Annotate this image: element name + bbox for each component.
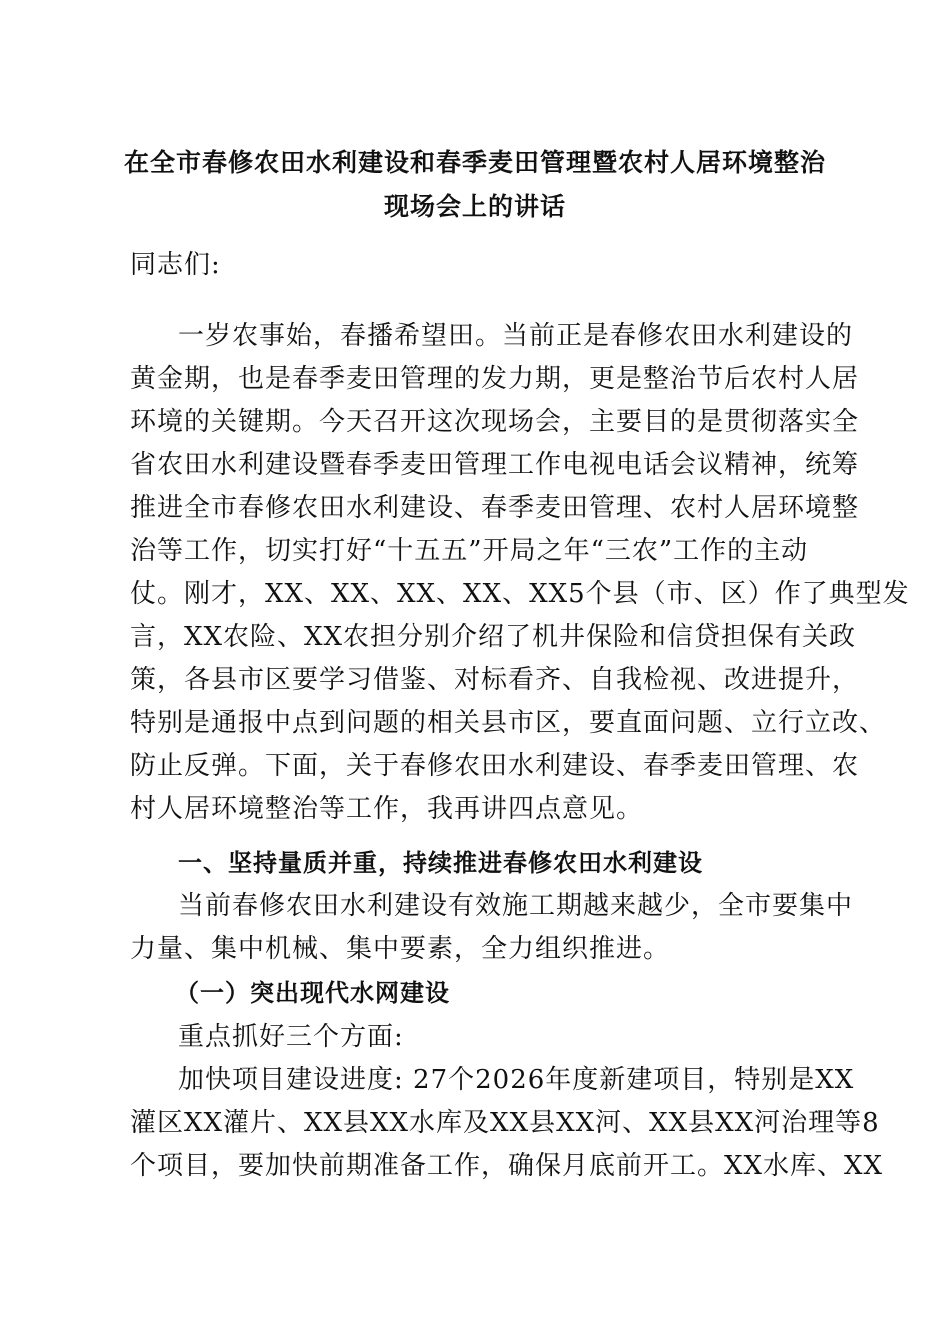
subsection-heading-1: （一）突出现代水网建设 — [175, 979, 450, 1007]
paragraph-line: 治等工作，切实打好“十五五”开局之年“三农”工作的主动 — [130, 536, 809, 566]
section-heading-1: 一、坚持量质并重，持续推进春修农田水利建设 — [178, 849, 703, 877]
document-title-line-2: 现场会上的讲话 — [383, 192, 566, 221]
paragraph-line: 一岁农事始，春播希望田。当前正是春修农田水利建设的 — [178, 321, 854, 351]
paragraph-line: 环境的关键期。今天召开这次现场会，主要目的是贯彻落实全 — [130, 407, 860, 437]
salutation: 同志们: — [130, 250, 221, 280]
paragraph-line: 加快项目建设进度: 27个2026年度新建项目，特别是XX — [178, 1065, 855, 1095]
paragraph-line: 言，XX农险、XX农担分别介绍了机井保险和信贷担保有关政 — [130, 622, 857, 652]
paragraph-line: 黄金期，也是春季麦田管理的发力期，更是整治节后农村人居 — [130, 364, 860, 394]
paragraph-line: 力量、集中机械、集中要素，全力组织推进。 — [130, 934, 671, 964]
document-title-line-1: 在全市春修农田水利建设和春季麦田管理暨农村人居环境整治 — [123, 148, 826, 177]
paragraph-line: 推进全市春修农田水利建设、春季麦田管理、农村人居环境整 — [130, 493, 860, 523]
paragraph-line: 重点抓好三个方面: — [178, 1022, 404, 1052]
paragraph-line: 村人居环境整治等工作，我再讲四点意见。 — [130, 794, 644, 824]
paragraph-line: 当前春修农田水利建设有效施工期越来越少，全市要集中 — [178, 891, 854, 921]
paragraph-line: 防止反弹。下面，关于春修农田水利建设、春季麦田管理、农 — [130, 751, 860, 781]
paragraph-line: 仗。刚才，XX、XX、XX、XX、XX5个县（市、区）作了典型发 — [130, 579, 910, 609]
paragraph-line: 个项目，要加快前期准备工作，确保月底前开工。XX水库、XX — [130, 1151, 884, 1181]
paragraph-line: 省农田水利建设暨春季麦田管理工作电视电话会议精神，统筹 — [130, 450, 860, 480]
paragraph-line: 灌区XX灌片、XX县XX水库及XX县XX河、XX县XX河治理等8 — [130, 1108, 880, 1138]
paragraph-line: 策，各县市区要学习借鉴、对标看齐、自我检视、改进提升， — [130, 665, 860, 695]
paragraph-line: 特别是通报中点到问题的相关县市区，要直面问题、立行立改、 — [130, 708, 887, 738]
